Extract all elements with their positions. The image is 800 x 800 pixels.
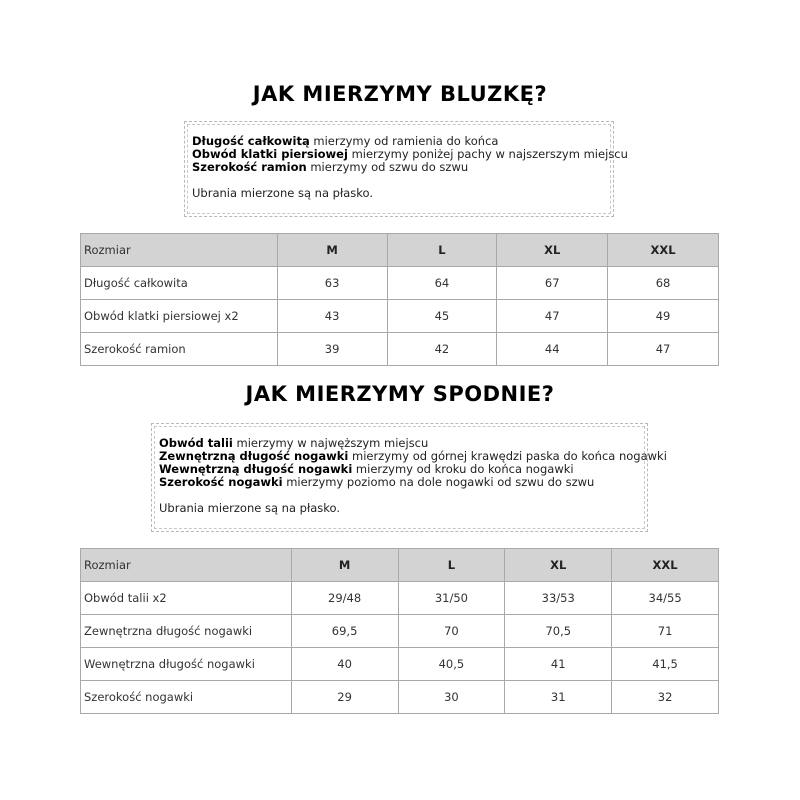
row-label: Zewnętrzna długość nogawki xyxy=(81,615,292,648)
table-row xyxy=(81,582,719,615)
table-header-row xyxy=(81,234,719,267)
pants-size-table xyxy=(80,548,719,714)
table-cell: 41,5 xyxy=(612,648,719,681)
table-cell: 47 xyxy=(608,333,719,366)
table-cell: 63 xyxy=(277,267,387,300)
row-label: Szerokość nogawki xyxy=(81,681,292,714)
table-cell: 40 xyxy=(291,648,398,681)
table-cell: 31/50 xyxy=(398,582,505,615)
header-cell-xxl: XXL xyxy=(608,234,719,267)
table-header-row xyxy=(81,549,719,582)
row-label: Obwód klatki piersiowej x2 xyxy=(81,300,278,333)
header-cell-xl: XL xyxy=(505,549,612,582)
info-text: mierzymy od górnej krawędzi paska do końca nogawki xyxy=(348,449,667,463)
table-cell: 30 xyxy=(398,681,505,714)
table-row xyxy=(81,681,719,714)
table-row xyxy=(81,267,719,300)
table-cell: 31 xyxy=(505,681,612,714)
table-row xyxy=(81,648,719,681)
info-term: Zewnętrzną długość nogawki xyxy=(159,449,349,463)
row-label: Obwód talii x2 xyxy=(81,582,292,615)
info-term: Szerokość ramion xyxy=(192,160,307,174)
header-cell-size: Rozmiar xyxy=(81,549,292,582)
info-term: Długość całkowitą xyxy=(192,134,310,148)
row-label: Długość całkowita xyxy=(81,267,278,300)
table-cell: 69,5 xyxy=(291,615,398,648)
blouse-size-table xyxy=(80,233,719,366)
table-row xyxy=(81,300,719,333)
table-cell: 70,5 xyxy=(505,615,612,648)
blouse-note: Ubrania mierzone są na płasko. xyxy=(192,186,374,200)
info-text: mierzymy od ramienia do końca xyxy=(309,134,499,148)
header-cell-xl: XL xyxy=(497,234,608,267)
info-text: mierzymy poniżej pachy w najszerszym miejscu xyxy=(347,147,628,161)
pants-info-content xyxy=(154,426,667,529)
table-cell: 64 xyxy=(387,267,497,300)
table-cell: 68 xyxy=(608,267,719,300)
info-text: mierzymy od kroku do końca nogawki xyxy=(352,462,574,476)
table-row xyxy=(81,615,719,648)
table-cell: 40,5 xyxy=(398,648,505,681)
table-cell: 43 xyxy=(277,300,387,333)
table-cell: 47 xyxy=(497,300,608,333)
pants-note: Ubrania mierzone są na płasko. xyxy=(159,501,341,515)
info-term: Obwód talii xyxy=(159,436,233,450)
table-row xyxy=(81,333,719,366)
blouse-info-box xyxy=(184,121,628,217)
table-cell: 34/55 xyxy=(612,582,719,615)
table-cell: 33/53 xyxy=(505,582,612,615)
table-cell: 67 xyxy=(497,267,608,300)
header-cell-m: M xyxy=(291,549,398,582)
pants-title: JAK MIERZYMY SPODNIE? xyxy=(245,382,555,406)
pants-info-box xyxy=(151,423,667,532)
pants-info-line xyxy=(159,476,644,489)
table-cell: 44 xyxy=(497,333,608,366)
table-cell: 71 xyxy=(612,615,719,648)
table-cell: 42 xyxy=(387,333,497,366)
row-label: Wewnętrzna długość nogawki xyxy=(81,648,292,681)
info-term: Szerokość nogawki xyxy=(159,475,283,489)
info-text: mierzymy w najwęższym miejscu xyxy=(232,436,429,450)
header-cell-xxl: XXL xyxy=(612,549,719,582)
info-term: Obwód klatki piersiowej xyxy=(192,147,348,161)
blouse-info-line xyxy=(192,161,610,174)
row-label: Szerokość ramion xyxy=(81,333,278,366)
table-cell: 39 xyxy=(277,333,387,366)
info-term: Wewnętrzną długość nogawki xyxy=(159,462,353,476)
table-cell: 32 xyxy=(612,681,719,714)
info-text: mierzymy od szwu do szwu xyxy=(306,160,469,174)
table-cell: 29/48 xyxy=(291,582,398,615)
header-cell-size: Rozmiar xyxy=(81,234,278,267)
table-cell: 70 xyxy=(398,615,505,648)
header-cell-l: L xyxy=(398,549,505,582)
header-cell-l: L xyxy=(387,234,497,267)
info-text: mierzymy poziomo na dole nogawki od szwu do szwu xyxy=(282,475,595,489)
blouse-title: JAK MIERZYMY BLUZKĘ? xyxy=(252,82,548,106)
blouse-info-content xyxy=(187,124,628,214)
header-cell-m: M xyxy=(277,234,387,267)
table-cell: 45 xyxy=(387,300,497,333)
table-cell: 29 xyxy=(291,681,398,714)
table-cell: 41 xyxy=(505,648,612,681)
table-cell: 49 xyxy=(608,300,719,333)
